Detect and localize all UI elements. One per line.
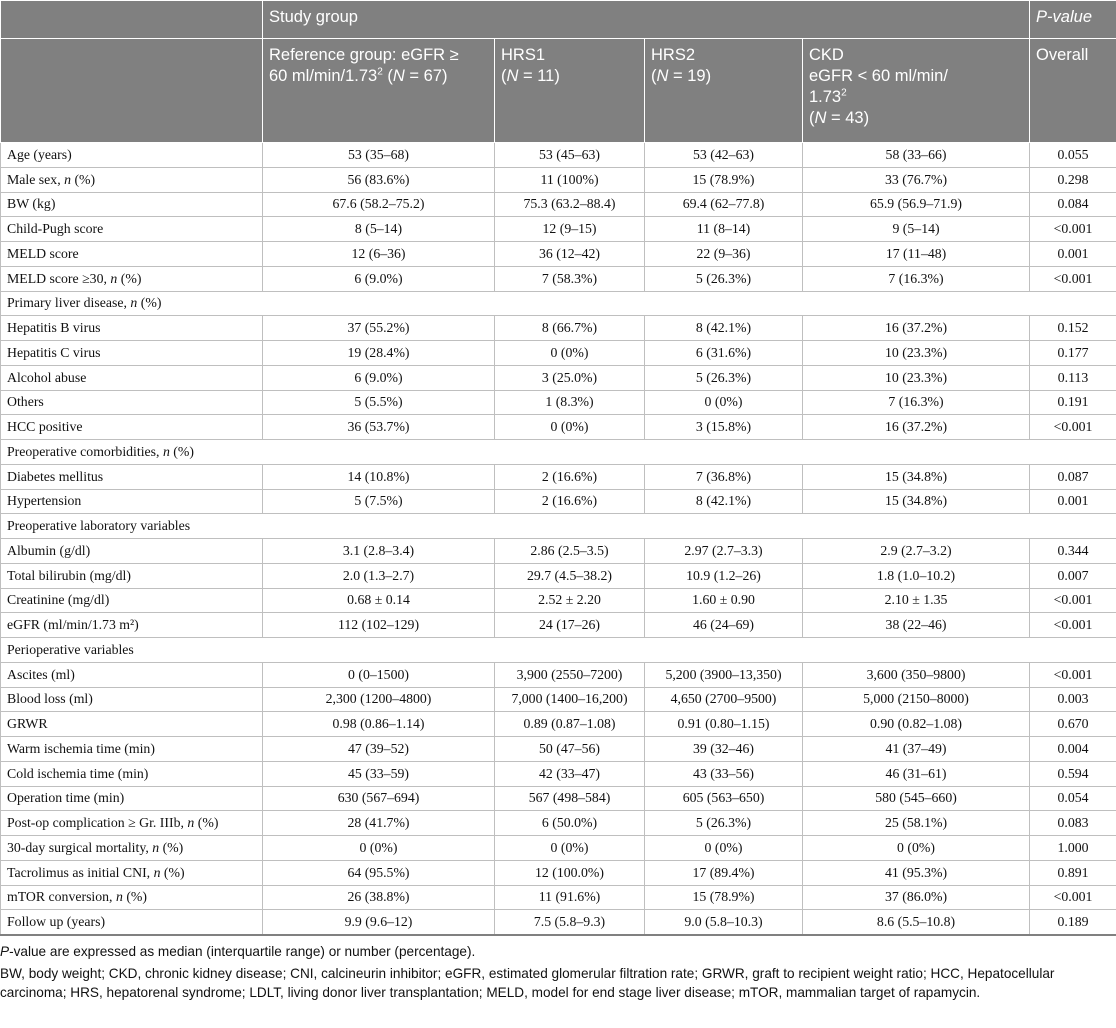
- value-ckd: 9 (5–14): [803, 217, 1030, 242]
- table-row: [1, 365, 1116, 390]
- value-reference: 2,300 (1200–4800): [263, 687, 495, 712]
- value-hrs1: 8 (66.7%): [495, 316, 645, 341]
- row-label: Alcohol abuse: [1, 365, 263, 390]
- value-hrs1: 7,000 (1400–16,200): [495, 687, 645, 712]
- table-row: [1, 415, 1116, 440]
- section-row: [1, 638, 1116, 663]
- value-hrs1: 75.3 (63.2–88.4): [495, 192, 645, 217]
- value-hrs1: 0 (0%): [495, 415, 645, 440]
- table-row: [1, 786, 1116, 811]
- value-hrs2: 605 (563–650): [645, 786, 803, 811]
- value-reference: 9.9 (9.6–12): [263, 910, 495, 935]
- value-hrs1: 29.7 (4.5–38.2): [495, 563, 645, 588]
- table-row: [1, 885, 1116, 910]
- value-ckd: 41 (37–49): [803, 737, 1030, 762]
- value-hrs2: 46 (24–69): [645, 613, 803, 638]
- header-empty-cell: [1, 39, 263, 143]
- value-reference: 8 (5–14): [263, 217, 495, 242]
- table-row: [1, 910, 1116, 935]
- value-reference: 5 (5.5%): [263, 390, 495, 415]
- value-hrs2: 22 (9–36): [645, 242, 803, 267]
- value-pvalue: 0.113: [1030, 365, 1116, 390]
- value-hrs2: 0.91 (0.80–1.15): [645, 712, 803, 737]
- value-ckd: 3,600 (350–9800): [803, 662, 1030, 687]
- row-label: BW (kg): [1, 192, 263, 217]
- value-hrs2: 0 (0%): [645, 390, 803, 415]
- value-ckd: 8.6 (5.5–10.8): [803, 910, 1030, 935]
- row-label: Post-op complication ≥ Gr. IIIb, n (%): [1, 811, 263, 836]
- row-label: MELD score ≥30, n (%): [1, 266, 263, 291]
- value-hrs1: 0 (0%): [495, 341, 645, 366]
- value-hrs2: 3 (15.8%): [645, 415, 803, 440]
- value-reference: 47 (39–52): [263, 737, 495, 762]
- value-ckd: 580 (545–660): [803, 786, 1030, 811]
- footnote-pvalue: P-value are expressed as median (interquartile range) or number (percentage).: [0, 944, 476, 959]
- table-row: [1, 266, 1116, 291]
- row-label: Total bilirubin (mg/dl): [1, 563, 263, 588]
- row-label: Hepatitis C virus: [1, 341, 263, 366]
- section-row: [1, 291, 1116, 316]
- table-header: [1, 1, 1116, 143]
- table-row: [1, 588, 1116, 613]
- row-label: Follow up (years): [1, 910, 263, 935]
- value-hrs2: 6 (31.6%): [645, 341, 803, 366]
- value-hrs1: 1 (8.3%): [495, 390, 645, 415]
- header-group-hrs2: HRS2 (N = 19): [645, 39, 803, 143]
- value-ckd: 37 (86.0%): [803, 885, 1030, 910]
- value-ckd: 2.10 ± 1.35: [803, 588, 1030, 613]
- value-reference: 67.6 (58.2–75.2): [263, 192, 495, 217]
- value-pvalue: 0.298: [1030, 167, 1116, 192]
- header-empty-cell: [1, 1, 263, 39]
- row-label: eGFR (ml/min/1.73 m²): [1, 613, 263, 638]
- row-label: MELD score: [1, 242, 263, 267]
- table-row: [1, 242, 1116, 267]
- value-pvalue: 0.003: [1030, 687, 1116, 712]
- value-reference: 53 (35–68): [263, 143, 495, 168]
- value-hrs1: 3 (25.0%): [495, 365, 645, 390]
- value-reference: 37 (55.2%): [263, 316, 495, 341]
- table-row: [1, 836, 1116, 861]
- value-hrs1: 42 (33–47): [495, 761, 645, 786]
- value-hrs2: 5,200 (3900–13,350): [645, 662, 803, 687]
- value-hrs1: 11 (100%): [495, 167, 645, 192]
- value-pvalue: <0.001: [1030, 266, 1116, 291]
- value-reference: 0.98 (0.86–1.14): [263, 712, 495, 737]
- value-hrs1: 2.52 ± 2.20: [495, 588, 645, 613]
- value-hrs2: 15 (78.9%): [645, 885, 803, 910]
- value-ckd: 16 (37.2%): [803, 316, 1030, 341]
- value-hrs2: 1.60 ± 0.90: [645, 588, 803, 613]
- section-label: Perioperative variables: [1, 638, 1116, 663]
- value-hrs2: 39 (32–46): [645, 737, 803, 762]
- value-pvalue: 0.891: [1030, 860, 1116, 885]
- value-hrs2: 4,650 (2700–9500): [645, 687, 803, 712]
- value-ckd: 1.8 (1.0–10.2): [803, 563, 1030, 588]
- value-hrs1: 36 (12–42): [495, 242, 645, 267]
- row-label: Warm ischemia time (min): [1, 737, 263, 762]
- value-ckd: 17 (11–48): [803, 242, 1030, 267]
- value-hrs1: 2 (16.6%): [495, 464, 645, 489]
- value-ckd: 7 (16.3%): [803, 390, 1030, 415]
- value-pvalue: 0.344: [1030, 539, 1116, 564]
- table-row: [1, 563, 1116, 588]
- value-ckd: 10 (23.3%): [803, 341, 1030, 366]
- header-pvalue: P-value: [1030, 1, 1116, 39]
- table-row: [1, 464, 1116, 489]
- value-ckd: 33 (76.7%): [803, 167, 1030, 192]
- value-pvalue: <0.001: [1030, 415, 1116, 440]
- header-overall: Overall: [1030, 39, 1116, 143]
- value-pvalue: 0.670: [1030, 712, 1116, 737]
- value-hrs2: 69.4 (62–77.8): [645, 192, 803, 217]
- value-hrs1: 7 (58.3%): [495, 266, 645, 291]
- value-reference: 5 (7.5%): [263, 489, 495, 514]
- value-pvalue: 0.055: [1030, 143, 1116, 168]
- value-ckd: 15 (34.8%): [803, 464, 1030, 489]
- value-pvalue: 1.000: [1030, 836, 1116, 861]
- table-row: [1, 761, 1116, 786]
- row-label: Hepatitis B virus: [1, 316, 263, 341]
- value-pvalue: 0.191: [1030, 390, 1116, 415]
- table-row: [1, 539, 1116, 564]
- value-hrs2: 5 (26.3%): [645, 266, 803, 291]
- footnote-abbreviations: BW, body weight; CKD, chronic kidney disease; CNI, calcineurin inhibitor; eGFR, estimated glomerular filtration rate; GRWR, graft to recipient weight ratio; HCC, Hepatocellular carcinoma; HRS, hepatorenal syndrome; LDLT, living donor liver transplantation; MELD, model for end stage liver disease; mTOR, mammalian target of rapamycin.: [0, 965, 1055, 1000]
- value-pvalue: <0.001: [1030, 662, 1116, 687]
- row-label: 30-day surgical mortality, n (%): [1, 836, 263, 861]
- value-reference: 26 (38.8%): [263, 885, 495, 910]
- value-pvalue: 0.001: [1030, 489, 1116, 514]
- row-label: Hypertension: [1, 489, 263, 514]
- value-hrs1: 2 (16.6%): [495, 489, 645, 514]
- value-hrs2: 2.97 (2.7–3.3): [645, 539, 803, 564]
- section-row: [1, 514, 1116, 539]
- table-row: [1, 811, 1116, 836]
- value-ckd: 15 (34.8%): [803, 489, 1030, 514]
- value-pvalue: 0.152: [1030, 316, 1116, 341]
- table-row: [1, 860, 1116, 885]
- value-hrs2: 9.0 (5.8–10.3): [645, 910, 803, 935]
- value-hrs2: 8 (42.1%): [645, 489, 803, 514]
- value-ckd: 16 (37.2%): [803, 415, 1030, 440]
- value-pvalue: 0.189: [1030, 910, 1116, 935]
- table-row: [1, 613, 1116, 638]
- row-label: HCC positive: [1, 415, 263, 440]
- value-hrs1: 53 (45–63): [495, 143, 645, 168]
- value-hrs2: 0 (0%): [645, 836, 803, 861]
- value-hrs2: 5 (26.3%): [645, 811, 803, 836]
- value-reference: 28 (41.7%): [263, 811, 495, 836]
- row-label: Operation time (min): [1, 786, 263, 811]
- value-reference: 19 (28.4%): [263, 341, 495, 366]
- row-label: Male sex, n (%): [1, 167, 263, 192]
- value-reference: 56 (83.6%): [263, 167, 495, 192]
- value-pvalue: 0.001: [1030, 242, 1116, 267]
- table-row: [1, 390, 1116, 415]
- row-label: Blood loss (ml): [1, 687, 263, 712]
- row-label: Others: [1, 390, 263, 415]
- value-hrs2: 5 (26.3%): [645, 365, 803, 390]
- row-label: Albumin (g/dl): [1, 539, 263, 564]
- table-body: [1, 143, 1116, 936]
- table-row: [1, 687, 1116, 712]
- value-reference: 0 (0%): [263, 836, 495, 861]
- header-group-hrs1: HRS1 (N = 11): [495, 39, 645, 143]
- section-label: Preoperative comorbidities, n (%): [1, 440, 1116, 465]
- table-row: [1, 217, 1116, 242]
- value-hrs2: 11 (8–14): [645, 217, 803, 242]
- value-hrs1: 0 (0%): [495, 836, 645, 861]
- value-pvalue: 0.004: [1030, 737, 1116, 762]
- row-label: mTOR conversion, n (%): [1, 885, 263, 910]
- value-pvalue: <0.001: [1030, 217, 1116, 242]
- table-row: [1, 662, 1116, 687]
- value-hrs2: 8 (42.1%): [645, 316, 803, 341]
- value-ckd: 2.9 (2.7–3.2): [803, 539, 1030, 564]
- row-label: Creatinine (mg/dl): [1, 588, 263, 613]
- value-reference: 6 (9.0%): [263, 365, 495, 390]
- row-label: Ascites (ml): [1, 662, 263, 687]
- value-ckd: 58 (33–66): [803, 143, 1030, 168]
- row-label: Tacrolimus as initial CNI, n (%): [1, 860, 263, 885]
- table-row: [1, 712, 1116, 737]
- table-row: [1, 489, 1116, 514]
- value-hrs1: 2.86 (2.5–3.5): [495, 539, 645, 564]
- value-pvalue: 0.084: [1030, 192, 1116, 217]
- value-ckd: 10 (23.3%): [803, 365, 1030, 390]
- value-reference: 6 (9.0%): [263, 266, 495, 291]
- value-hrs1: 12 (9–15): [495, 217, 645, 242]
- value-hrs2: 43 (33–56): [645, 761, 803, 786]
- value-pvalue: <0.001: [1030, 588, 1116, 613]
- table-row: [1, 143, 1116, 168]
- value-reference: 2.0 (1.3–2.7): [263, 563, 495, 588]
- value-ckd: 7 (16.3%): [803, 266, 1030, 291]
- value-hrs1: 567 (498–584): [495, 786, 645, 811]
- value-reference: 45 (33–59): [263, 761, 495, 786]
- value-pvalue: <0.001: [1030, 885, 1116, 910]
- value-pvalue: 0.083: [1030, 811, 1116, 836]
- value-hrs2: 53 (42–63): [645, 143, 803, 168]
- value-reference: 112 (102–129): [263, 613, 495, 638]
- value-reference: 64 (95.5%): [263, 860, 495, 885]
- value-ckd: 0.90 (0.82–1.08): [803, 712, 1030, 737]
- value-pvalue: <0.001: [1030, 613, 1116, 638]
- value-reference: 36 (53.7%): [263, 415, 495, 440]
- value-hrs1: 3,900 (2550–7200): [495, 662, 645, 687]
- row-label: Child-Pugh score: [1, 217, 263, 242]
- row-label: GRWR: [1, 712, 263, 737]
- value-hrs1: 24 (17–26): [495, 613, 645, 638]
- value-pvalue: 0.007: [1030, 563, 1116, 588]
- value-ckd: 38 (22–46): [803, 613, 1030, 638]
- section-row: [1, 440, 1116, 465]
- value-ckd: 5,000 (2150–8000): [803, 687, 1030, 712]
- section-label: Preoperative laboratory variables: [1, 514, 1116, 539]
- value-pvalue: 0.087: [1030, 464, 1116, 489]
- value-hrs1: 11 (91.6%): [495, 885, 645, 910]
- value-hrs2: 7 (36.8%): [645, 464, 803, 489]
- value-hrs1: 12 (100.0%): [495, 860, 645, 885]
- value-pvalue: 0.054: [1030, 786, 1116, 811]
- value-hrs1: 0.89 (0.87–1.08): [495, 712, 645, 737]
- row-label: Diabetes mellitus: [1, 464, 263, 489]
- value-reference: 630 (567–694): [263, 786, 495, 811]
- value-hrs1: 7.5 (5.8–9.3): [495, 910, 645, 935]
- table-row: [1, 316, 1116, 341]
- value-reference: 12 (6–36): [263, 242, 495, 267]
- header-group-ckd: CKD eGFR < 60 ml/min/ 1.73$^2$ (N = 43): [803, 39, 1030, 143]
- value-ckd: 41 (95.3%): [803, 860, 1030, 885]
- value-hrs2: 17 (89.4%): [645, 860, 803, 885]
- value-hrs1: 6 (50.0%): [495, 811, 645, 836]
- value-reference: 3.1 (2.8–3.4): [263, 539, 495, 564]
- value-ckd: 0 (0%): [803, 836, 1030, 861]
- table-row: [1, 167, 1116, 192]
- value-reference: 0 (0–1500): [263, 662, 495, 687]
- row-label: Cold ischemia time (min): [1, 761, 263, 786]
- value-reference: 0.68 ± 0.14: [263, 588, 495, 613]
- header-group-reference: Reference group: eGFR ≥ 60 ml/min/1.73$^2$ (N = 67): [263, 39, 495, 143]
- value-pvalue: 0.177: [1030, 341, 1116, 366]
- value-pvalue: 0.594: [1030, 761, 1116, 786]
- section-label: Primary liver disease, n (%): [1, 291, 1116, 316]
- value-ckd: 65.9 (56.9–71.9): [803, 192, 1030, 217]
- value-ckd: 25 (58.1%): [803, 811, 1030, 836]
- table-row: [1, 737, 1116, 762]
- table-footnotes: [0, 936, 1116, 1003]
- value-hrs2: 15 (78.9%): [645, 167, 803, 192]
- value-hrs1: 50 (47–56): [495, 737, 645, 762]
- table-row: [1, 192, 1116, 217]
- value-ckd: 46 (31–61): [803, 761, 1030, 786]
- table-row: [1, 341, 1116, 366]
- value-hrs2: 10.9 (1.2–26): [645, 563, 803, 588]
- header-study-group: Study group: [263, 1, 1030, 39]
- value-reference: 14 (10.8%): [263, 464, 495, 489]
- row-label: Age (years): [1, 143, 263, 168]
